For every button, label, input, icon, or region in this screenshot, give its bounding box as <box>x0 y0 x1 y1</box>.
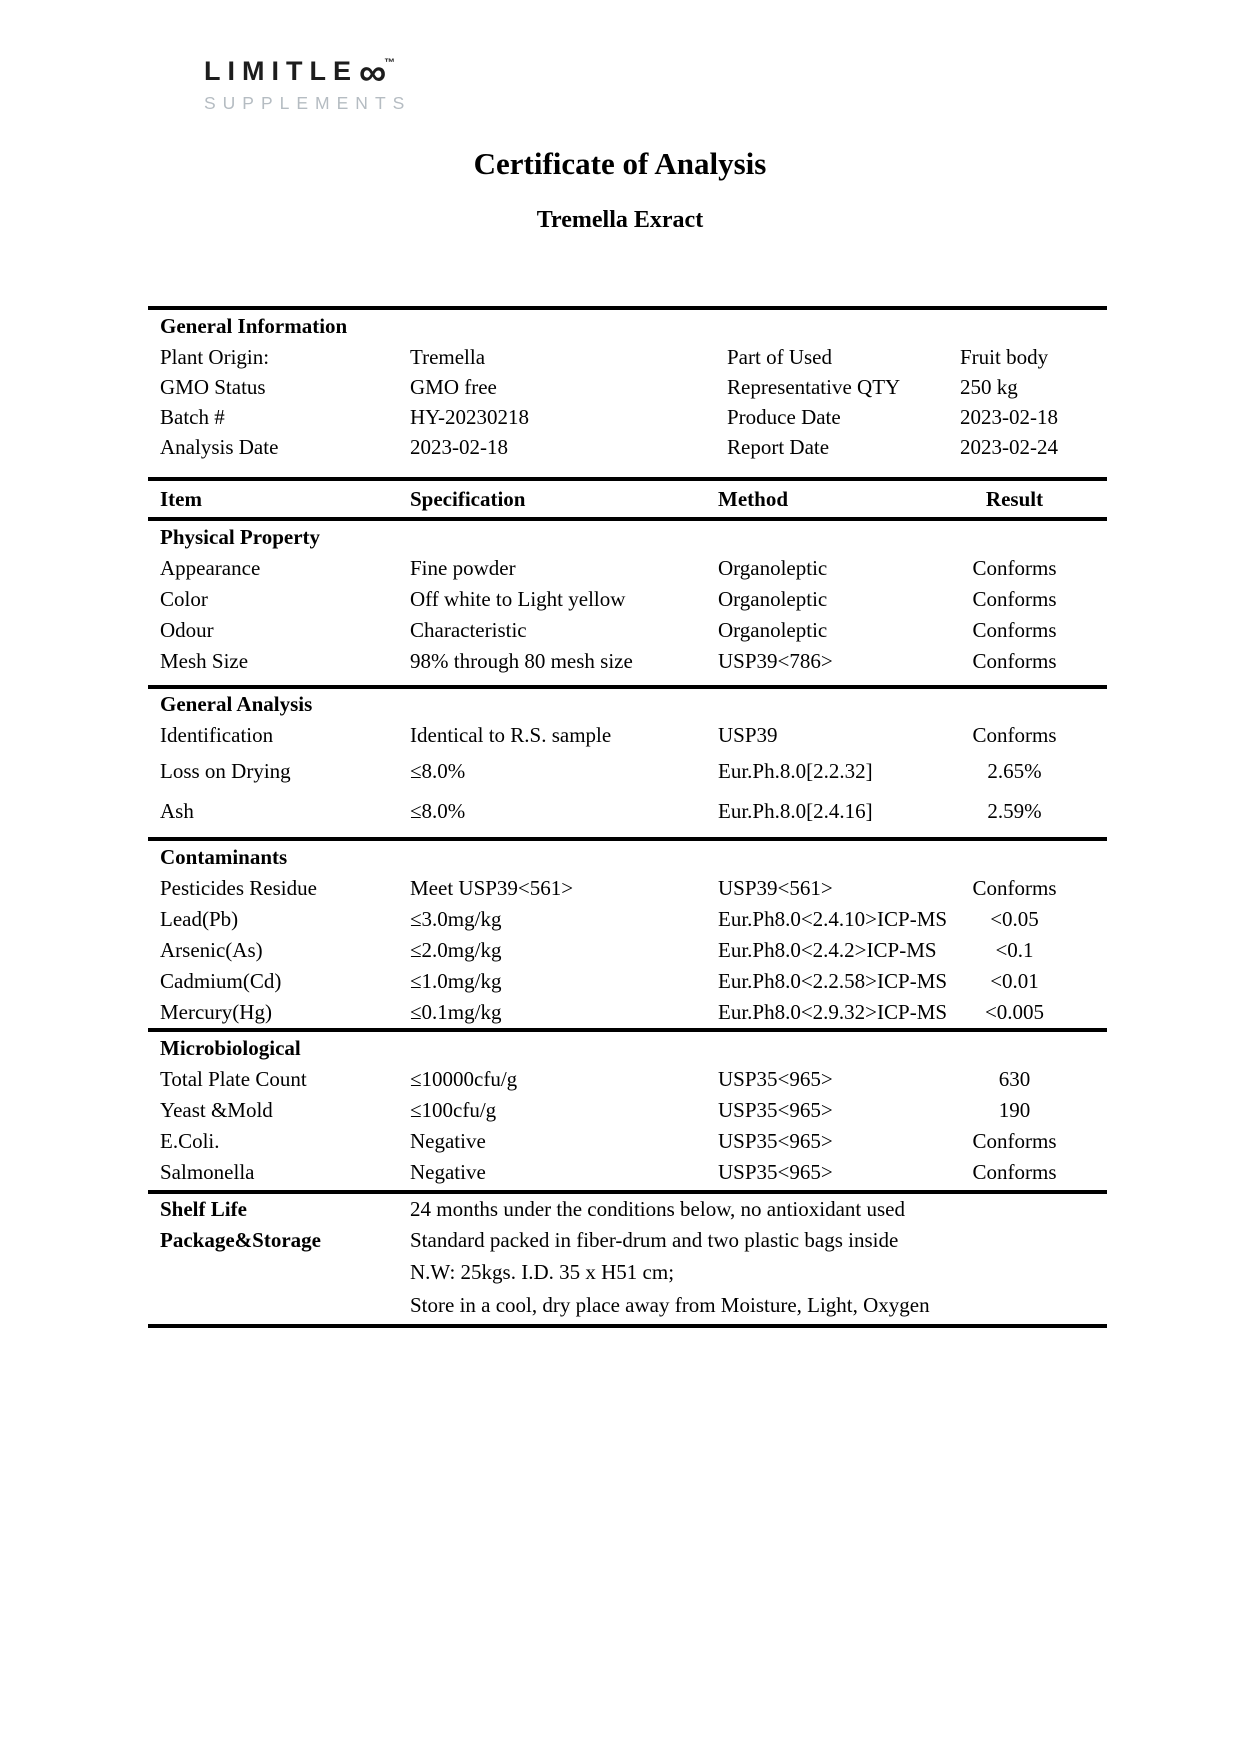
brand-wordmark <box>204 54 411 92</box>
specification-cell: ≤3.0mg/kg <box>410 907 502 931</box>
table-row <box>148 646 1107 677</box>
table-row <box>148 553 1107 584</box>
result-cell: Conforms <box>972 1160 1057 1184</box>
storage-text: 24 months under the conditions below, no antioxidant used <box>410 1197 905 1221</box>
general-info-row <box>148 342 1107 372</box>
specification-cell: Negative <box>410 1160 486 1184</box>
general-info-value2: 250 kg <box>960 375 1018 399</box>
method-cell: Eur.Ph8.0<2.4.2>ICP-MS <box>718 938 937 962</box>
section-heading-microbiological: Microbiological <box>160 1036 301 1060</box>
specification-cell: Characteristic <box>410 618 527 642</box>
table-header-row <box>148 481 1107 517</box>
general-info-row <box>148 432 1107 462</box>
item-cell: E.Coli. <box>160 1129 220 1153</box>
table-row <box>148 935 1107 966</box>
method-cell: USP39<561> <box>718 876 833 900</box>
storage-label <box>148 1256 400 1289</box>
general-info-label2: Representative QTY <box>727 375 901 399</box>
column-header-item: Item <box>160 487 202 511</box>
result-cell: <0.005 <box>984 1000 1045 1024</box>
method-cell: USP35<965> <box>718 1129 833 1153</box>
general-info-value1: 2023-02-18 <box>410 435 508 459</box>
method-cell: USP35<965> <box>718 1067 833 1091</box>
storage-row <box>148 1194 1107 1225</box>
method-cell: Eur.Ph8.0<2.4.10>ICP-MS <box>718 907 948 931</box>
storage-text: N.W: 25kgs. I.D. 35 x H51 cm; <box>410 1260 675 1284</box>
general-info-label2: Report Date <box>727 435 830 459</box>
section-heading-contaminants: Contaminants <box>160 845 288 869</box>
document-title: Certificate of Analysis <box>473 146 767 181</box>
item-cell: Identification <box>160 723 274 747</box>
specification-cell: ≤0.1mg/kg <box>410 1000 502 1024</box>
table-row <box>148 904 1107 935</box>
storage-block <box>148 1194 1107 1322</box>
specification-cell: Meet USP39<561> <box>410 876 574 900</box>
product-name: Tremella Exract <box>536 207 704 233</box>
result-cell: Conforms <box>972 587 1057 611</box>
section-heading-general-information: General Information <box>160 314 348 338</box>
method-cell: Organoleptic <box>718 556 828 580</box>
table-row <box>148 1126 1107 1157</box>
general-info-label1: Analysis Date <box>160 435 279 459</box>
storage-label: Shelf Life <box>160 1197 247 1221</box>
result-cell: 2.59% <box>987 799 1042 823</box>
result-cell: 2.65% <box>987 759 1042 783</box>
item-cell: Mesh Size <box>160 649 249 673</box>
brand-text: LIMITLE <box>204 56 358 86</box>
table-row <box>148 997 1107 1028</box>
method-cell: USP35<965> <box>718 1160 833 1184</box>
result-cell: Conforms <box>972 649 1057 673</box>
method-cell: USP39<786> <box>718 649 833 673</box>
coa-table <box>148 306 1107 1328</box>
method-cell: USP35<965> <box>718 1098 833 1122</box>
brand-logo <box>204 54 411 114</box>
divider <box>148 1324 1107 1328</box>
item-cell: Mercury(Hg) <box>160 1000 272 1024</box>
result-cell: <0.01 <box>990 969 1039 993</box>
general-info-rows <box>148 342 1107 462</box>
method-cell: Organoleptic <box>718 618 828 642</box>
method-cell: USP39 <box>718 723 778 747</box>
table-row <box>148 966 1107 997</box>
storage-row <box>148 1225 1107 1256</box>
specification-cell: ≤8.0% <box>410 799 466 823</box>
storage-row <box>148 1289 1107 1322</box>
section-heading-general-analysis: General Analysis <box>160 692 313 716</box>
trademark-symbol: ™ <box>384 57 396 69</box>
method-cell: Eur.Ph.8.0[2.4.16] <box>718 799 873 823</box>
table-row <box>148 719 1107 751</box>
specification-cell: ≤1.0mg/kg <box>410 969 502 993</box>
general-info-label1: GMO Status <box>160 375 266 399</box>
general-info-label2: Produce Date <box>727 405 841 429</box>
item-cell: Appearance <box>160 556 261 580</box>
result-cell: Conforms <box>972 556 1057 580</box>
section-heading-physical-property: Physical Property <box>160 525 321 549</box>
specification-cell: ≤10000cfu/g <box>410 1067 518 1091</box>
table-row <box>148 791 1107 831</box>
table-row <box>148 873 1107 904</box>
method-cell: Eur.Ph.8.0[2.2.32] <box>718 759 873 783</box>
item-cell: Salmonella <box>160 1160 255 1184</box>
item-cell: Loss on Drying <box>160 759 291 783</box>
method-cell: Organoleptic <box>718 587 828 611</box>
general-info-value1: GMO free <box>410 375 497 399</box>
result-cell: Conforms <box>972 723 1057 747</box>
table-sections <box>148 521 1107 1194</box>
general-info-row <box>148 372 1107 402</box>
general-info-value2: 2023-02-24 <box>960 435 1058 459</box>
table-row <box>148 1095 1107 1126</box>
result-cell: Conforms <box>972 618 1057 642</box>
method-cell: Eur.Ph8.0<2.9.32>ICP-MS <box>718 1000 948 1024</box>
specification-cell: Off white to Light yellow <box>410 587 626 611</box>
specification-cell: Identical to R.S. sample <box>410 723 612 747</box>
general-info-label1: Plant Origin: <box>160 345 270 369</box>
result-cell: Conforms <box>972 876 1057 900</box>
general-info-value1: Tremella <box>410 345 486 369</box>
item-cell: Lead(Pb) <box>160 907 239 931</box>
table-row <box>148 584 1107 615</box>
item-cell: Pesticides Residue <box>160 876 317 900</box>
table-row <box>148 1157 1107 1188</box>
result-cell: <0.1 <box>995 938 1034 962</box>
result-cell: <0.05 <box>990 907 1039 931</box>
specification-cell: ≤100cfu/g <box>410 1098 497 1122</box>
general-info-value2: Fruit body <box>960 345 1049 369</box>
specification-cell: ≤8.0% <box>410 759 466 783</box>
table-row <box>148 751 1107 791</box>
item-cell: Odour <box>160 618 214 642</box>
table-row <box>148 615 1107 646</box>
method-cell: Eur.Ph8.0<2.2.58>ICP-MS <box>718 969 948 993</box>
brand-subtext: SUPPLEMENTS <box>204 93 412 113</box>
column-header-specification: Specification <box>410 487 526 511</box>
general-info-value2: 2023-02-18 <box>960 405 1058 429</box>
result-cell: 630 <box>998 1067 1031 1091</box>
column-header-result: Result <box>985 487 1044 511</box>
storage-label: Package&Storage <box>160 1228 321 1252</box>
general-info-value1: HY-20230218 <box>410 405 529 429</box>
general-info-label2: Part of Used <box>727 345 832 369</box>
storage-text: Store in a cool, dry place away from Moisture, Light, Oxygen <box>410 1293 930 1317</box>
column-header-method: Method <box>718 487 788 511</box>
specification-cell: 98% through 80 mesh size <box>410 649 633 673</box>
result-cell: 190 <box>998 1098 1031 1122</box>
item-cell: Cadmium(Cd) <box>160 969 282 993</box>
storage-text: Standard packed in fiber-drum and two plastic bags inside <box>410 1228 899 1252</box>
item-cell: Ash <box>160 799 194 823</box>
item-cell: Total Plate Count <box>160 1067 307 1091</box>
storage-row <box>148 1256 1107 1289</box>
table-row <box>148 1064 1107 1095</box>
storage-label <box>148 1289 400 1322</box>
item-cell: Yeast &Mold <box>160 1098 273 1122</box>
general-info-label1: Batch # <box>160 405 225 429</box>
result-cell: Conforms <box>972 1129 1057 1153</box>
infinity-icon: ∞ <box>358 52 387 94</box>
specification-cell: ≤2.0mg/kg <box>410 938 502 962</box>
item-cell: Arsenic(As) <box>160 938 263 962</box>
general-info-row <box>148 402 1107 432</box>
specification-cell: Negative <box>410 1129 486 1153</box>
specification-cell: Fine powder <box>410 556 516 580</box>
item-cell: Color <box>160 587 208 611</box>
